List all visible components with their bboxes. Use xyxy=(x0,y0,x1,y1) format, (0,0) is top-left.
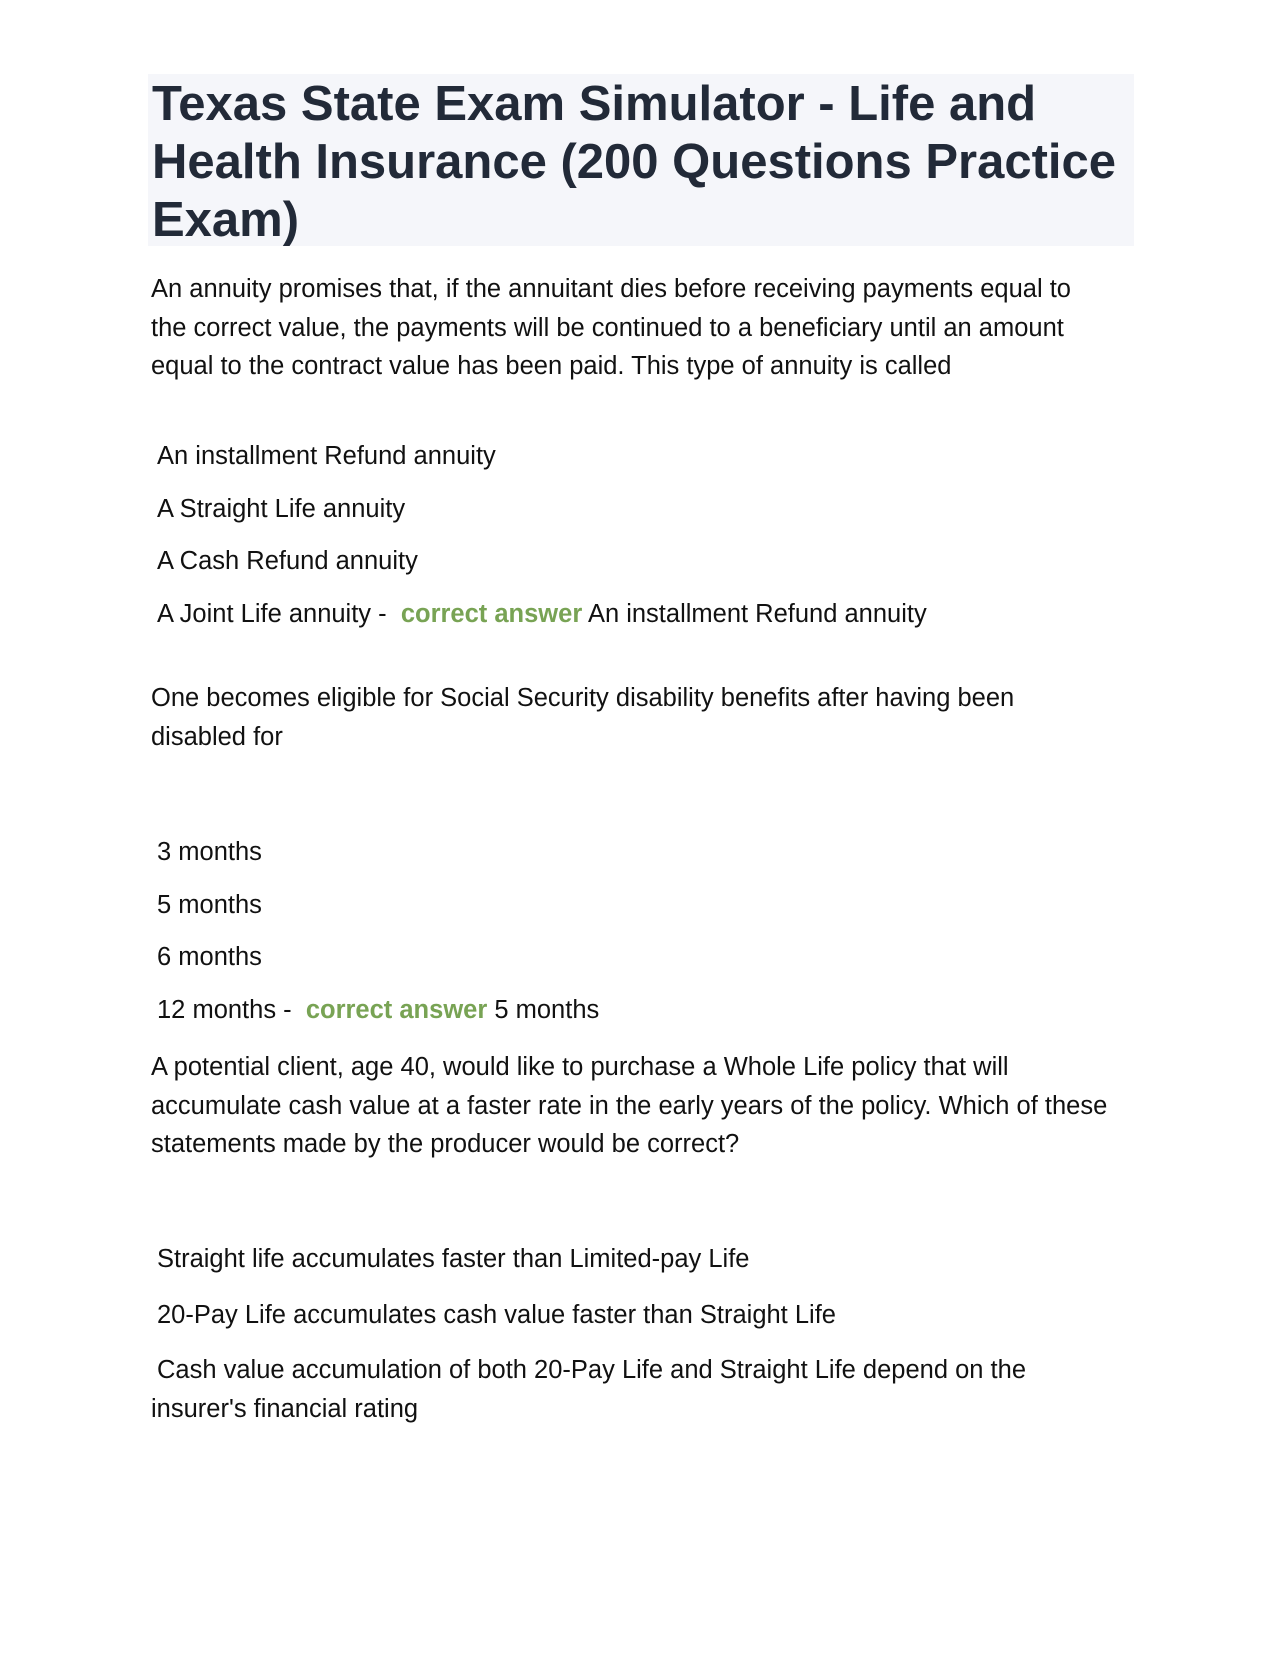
question-3-text: A potential client, age 40, would like to purchase a Whole Life policy that will accumulate cash value at a faster rate in the early years of the policy. Which of these statements made by the producer would be correct? xyxy=(151,1053,1108,1158)
question-2-option-1: 3 months xyxy=(157,838,262,866)
question-2-option-4-row xyxy=(157,991,1117,1029)
question-3-option-2: 20-Pay Life accumulates cash value faster than Straight Life xyxy=(157,1301,836,1329)
question-1-option-1: An installment Refund annuity xyxy=(157,442,496,470)
question-1-option-4-row xyxy=(157,595,1117,633)
page-title: Texas State Exam Simulator - Life and Health Insurance (200 Questions Practice Exam) xyxy=(152,77,1117,247)
question-2-answer: 5 months xyxy=(494,996,600,1024)
question-2-option-3: 6 months xyxy=(157,943,262,971)
question-1-text: An annuity promises that, if the annuitant dies before receiving payments equal to the correct value, the payments will be continued to a beneficiary until an amount equal to the contract value has been paid. This type of annuity is called xyxy=(151,275,1071,380)
title-banner xyxy=(148,74,1134,246)
correct-answer-label: correct answer xyxy=(400,600,583,628)
question-2-text: One becomes eligible for Social Security disability benefits after having been disabled for xyxy=(151,684,1015,751)
question-2-option-4: 12 months - xyxy=(157,996,292,1024)
question-3-option-1: Straight life accumulates faster than Limited-pay Life xyxy=(157,1245,750,1273)
question-2-option-2: 5 months xyxy=(157,891,262,919)
question-1-option-3: A Cash Refund annuity xyxy=(157,547,418,575)
question-1-answer: An installment Refund annuity xyxy=(587,600,927,628)
question-3-option-3: Cash value accumulation of both 20-Pay Life and Straight Life depend on the insurer's financial rating xyxy=(151,1356,1027,1423)
question-1-option-2: A Straight Life annuity xyxy=(157,495,406,523)
correct-answer-label: correct answer xyxy=(305,996,488,1024)
question-3-option-3-row xyxy=(151,1351,1111,1428)
question-1-option-4: A Joint Life annuity - xyxy=(157,600,387,628)
